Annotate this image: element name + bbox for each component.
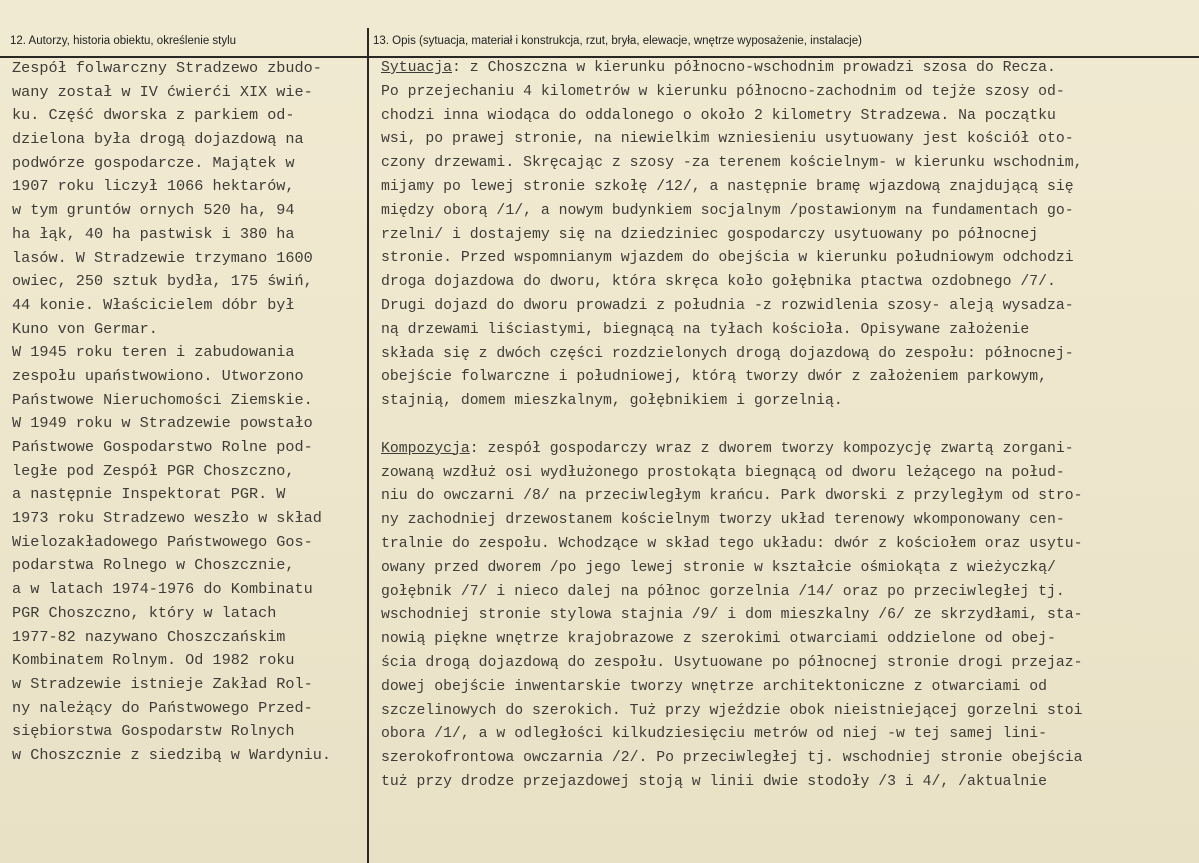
- composition-line: zowaną wzdłuż osi wydłużonego prostokąta biegnącą od dworu leżącego na połud-: [381, 464, 1065, 481]
- history-line: Kuno von Germar.: [12, 319, 158, 338]
- history-line: siębiorstwa Gospodarstw Rolnych: [12, 722, 295, 741]
- history-line: 1977-82 nazywano Choszczańskim: [12, 627, 286, 646]
- form-header: [0, 28, 1199, 58]
- situation-first-line: [381, 57, 1193, 81]
- history-line: 1907 roku liczył 1066 hektarów,: [12, 177, 295, 196]
- composition-line: gołębnik /7/ i nieco dalej na północ gorzelnia /14/ oraz po przeciwległej tj.: [381, 583, 1065, 600]
- history-column: [12, 57, 362, 768]
- situation-line: Po przejechaniu 4 kilometrów w kierunku północno-zachodnim od tejże szosy od-: [381, 83, 1065, 100]
- history-line: Zespół folwarczny Stradzewo zbudo-: [12, 59, 322, 77]
- situation-line: rzelni/ i dostajemy się na dziedziniec gospodarczy usytuowany po północnej: [381, 226, 1039, 243]
- composition-line: obora /1/, a w odległości kilkudziesięciu metrów od niej -w tej samej lini-: [381, 726, 1047, 743]
- composition-line: tralnie do zespołu. Wchodzące w skład tego układu: dwór z kościołem oraz usytu-: [381, 535, 1083, 552]
- composition-title: Kompozycja: [381, 440, 470, 457]
- history-line: podarstwa Rolnego w Choszcznie,: [12, 556, 295, 575]
- composition-text: : zespół gospodarczy wraz z dworem tworzy kompozycję zwartą zorgani-: [469, 440, 1074, 457]
- history-line: ku. Część dworska z parkiem od-: [12, 106, 295, 125]
- history-line: PGR Choszczno, który w latach: [12, 603, 277, 622]
- history-line: 44 konie. Właścicielem dóbr był: [12, 295, 295, 314]
- situation-line: między oborą /1/, a nowym budynkiem socjalnym /postawionym na fundamentach go-: [381, 202, 1074, 219]
- situation-line: składa się z dwóch części rozdzielonych drogą dojazdową do zespołu: północnej-: [381, 345, 1074, 362]
- history-line: lasów. W Stradzewie trzymano 1600: [12, 248, 313, 267]
- history-line: ha łąk, 40 ha pastwisk i 380 ha: [12, 224, 295, 243]
- history-line: zespołu upaństwowiono. Utworzono: [12, 366, 304, 385]
- history-line: Państwowe Nieruchomości Ziemskie.: [12, 390, 313, 409]
- composition-line: nowią piękne wnętrze krajobrazowe z szerokimi otwarciami oddzielone od obej-: [381, 631, 1056, 648]
- paragraph-gap: [381, 414, 1193, 438]
- history-line: a następnie Inspektorat PGR. W: [12, 485, 286, 504]
- history-line: wany został w IV ćwierći XIX wie-: [12, 82, 313, 101]
- section-12-heading: 12. Autorzy, historia obiektu, określenie stylu: [10, 35, 237, 47]
- situation-title: Sytuacja: [381, 60, 453, 76]
- history-line: W 1949 roku w Stradzewie powstało: [12, 414, 313, 433]
- composition-line: szerokofrontowa owczarnia /2/. Po przeciwległej tj. wschodniej stronie obejścia: [381, 750, 1083, 767]
- situation-line: chodzi inna wiodąca do oddalonego o około 2 kilometry Stradzewa. Na początku: [381, 107, 1056, 124]
- section-13-heading: 13. Opis (sytuacja, materiał i konstrukcja, rzut, bryła, elewacje, wnętrze wyposażenie, instalacje): [373, 35, 862, 47]
- history-line: ny należący do Państwowego Przed-: [12, 698, 313, 717]
- composition-line: tuż przy drodze przejazdowej stoją w linii dwie stodoły /3 i 4/, /aktualnie: [381, 773, 1047, 790]
- situation-line: czony drzewami. Skręcając z szosy -za terenem kościelnym- w kierunku wschodnim,: [381, 155, 1083, 172]
- composition-line: wschodniej stronie stylowa stajnia /9/ i dom mieszkalny /6/ ze skrzydłami, sta-: [381, 607, 1083, 624]
- composition-first-line: [381, 438, 1193, 462]
- situation-line: ną drzewami liściastymi, biegnącą na tyłach kościoła. Opisywane założenie: [381, 321, 1030, 338]
- composition-line: owany przed dworem /po jego lewej stronie w kształcie ośmiokąta z wieżyczką/: [381, 559, 1056, 576]
- situation-line: Drugi dojazd do dworu prowadzi z południa -z rozwidlenia szosy- aleją wysadza-: [381, 297, 1074, 314]
- composition-line: ścia drogą dojazdową do zespołu. Usytuowane po północnej stronie drogi przejaz-: [381, 654, 1083, 671]
- history-line: Kombinatem Rolnym. Od 1982 roku: [12, 651, 295, 670]
- composition-line: niu do owczarni /8/ na przeciwległym krańcu. Park dworski z przyległym od stro-: [381, 488, 1083, 505]
- history-line: 1973 roku Stradzewo weszło w skład: [12, 509, 322, 528]
- column-divider: [367, 28, 369, 863]
- situation-line: droga dojazdowa do dworu, która skręca koło gołębnika ptactwa ozdobnego /7/.: [381, 274, 1056, 291]
- history-line: dzielona była drogą dojazdową na: [12, 130, 304, 149]
- composition-line: dowej obejście inwentarskie tworzy wnętrze architektoniczne z otwarciami od: [381, 678, 1047, 695]
- history-line: podwórze gospodarcze. Majątek w: [12, 153, 295, 172]
- situation-line: mijamy po lewej stronie szkołę /12/, a następnie bramę wjazdową znajdującą się: [381, 178, 1074, 195]
- situation-line: stronie. Przed wspomnianym wjazdem do obejścia w kierunku południowym odchodzi: [381, 250, 1074, 267]
- situation-text: : z Choszczna w kierunku północno-wschodnim prowadzi szosa do Recza.: [452, 60, 1056, 76]
- situation-line: obejście folwarczne i południowej, którą tworzy dwór z założeniem parkowym,: [381, 369, 1047, 386]
- composition-line: ny zachodniej drzewostanem kościelnym tworzy układ terenowy wkomponowany cen-: [381, 512, 1065, 529]
- history-line: Państwowe Gospodarstwo Rolne pod-: [12, 438, 313, 456]
- history-line: a w latach 1974-1976 do Kombinatu: [12, 580, 313, 599]
- history-line: w tym gruntów ornych 520 ha, 94: [12, 201, 295, 220]
- history-line: w Stradzewie istnieje Zakład Rol-: [12, 674, 313, 693]
- situation-line: wsi, po prawej stronie, na niewielkim wzniesieniu usytuowany jest kościół oto-: [381, 131, 1074, 148]
- history-line: owiec, 250 sztuk bydła, 175 świń,: [12, 272, 313, 291]
- situation-line: stajnią, domem mieszkalnym, gołębnikiem i gorzelnią.: [381, 393, 843, 410]
- history-line: w Choszcznie z siedzibą w Wardyniu.: [12, 745, 331, 764]
- history-line: W 1945 roku teren i zabudowania: [12, 343, 295, 362]
- description-column: [381, 57, 1193, 795]
- history-line: ległe pod Zespół PGR Choszczno,: [12, 461, 295, 480]
- history-line: Wielozakładowego Państwowego Gos-: [12, 532, 313, 551]
- composition-line: szczelinowych do szerokich. Tuż przy wjeździe obok nieistniejącej gorzelni stoi: [381, 702, 1083, 719]
